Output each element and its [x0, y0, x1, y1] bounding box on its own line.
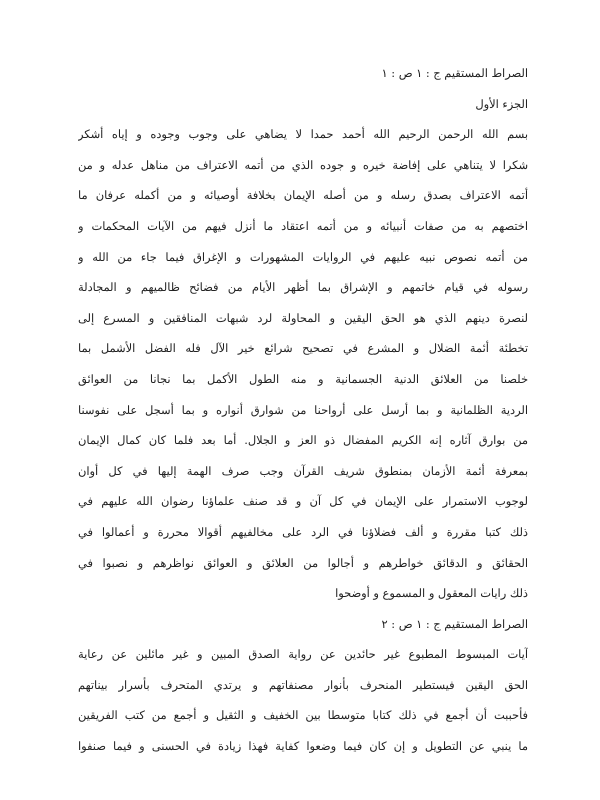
- text-line: لوجوب الاستمرار على الإيمان في كل آن و قد صنف علماؤنا رضوان الله عليهم في: [78, 494, 528, 509]
- text-line: الحق اليقين فيستطير المنحرف بأنوار مصنفاتهم و يرتدي المتحرف بأسرار بيناتهم: [78, 677, 528, 692]
- text-line: أتمه الاعتراف بصدق رسله و من أصله الإيمان بخلافة أوصيائه و من أكمله عرفان ما: [78, 188, 528, 203]
- page-header: الصراط المستقيم ج : ١ ص : ١: [381, 66, 528, 80]
- text-line: الردية الظلمانية و بما أرسل على أرواحنا من شوارق أنواره و بما أسجل على نفوسنا: [78, 402, 528, 417]
- text-line: من أتمه نصوص نبيه عليهم في الروايات المشهورات و الإغراق فيما جاء من الله و: [78, 249, 528, 264]
- text-line: لنصرة دينهم الذي هو الحق اليقين و المحاولة لرد شبهات المنافقين و المسرع إلى: [78, 310, 528, 325]
- page-header: الصراط المستقيم ج : ١ ص : ٢: [381, 616, 528, 631]
- text-line: خلصنا من العلائق الدنية الجسمانية و منه الطول الأكمل بما نجانا من العوائق: [78, 371, 528, 386]
- text-line: ذلك رايات المعقول و المسموع و أوضحوا: [335, 586, 528, 601]
- text-line: فأحببت أن أجمع في ذلك كتابا متوسطا بين الخفيف و الثقيل و أجمع من كتب الفريقين: [78, 708, 528, 723]
- part-heading: الجزء الأول: [475, 96, 528, 111]
- text-line: آيات المبسوط المطبوع غير حائدين عن رواية الصدق المبين و غير مائلين عن رعاية: [78, 647, 528, 662]
- text-line: بسم الله الرحمن الرحيم الله أحمد حمدا لا يضاهي على وجوب وجوده و إياه أشكر: [78, 127, 528, 142]
- text-line: شكرا لا يتناهي على إفاضة خيره و جوده الذي من أتمه الاعتراف من مناهل عدله و من: [78, 157, 528, 172]
- document-page: [78, 58, 528, 762]
- text-line: رسوله في قيام خاتمهم و الإشراق بما أظهر الأيام من فضائح ظالميهم و المجادلة: [78, 280, 528, 295]
- text-line: ذلك كتبا مقررة و ألف فضلاؤنا في الرد على مخالفيهم أقوالا محررة و أعمالوا في: [78, 524, 528, 539]
- text-line: ما ينبي عن التطويل و إن كان فيما وضعوا كفاية فهذا زيادة في الحسنى و فيما صنفوا: [78, 739, 528, 754]
- text-line: الحقائق و الدقائق خواطرهم و أجالوا من العلائق و العوائق نواظرهم و نصبوا في: [78, 555, 528, 570]
- text-line: من بوارق آثاره إنه الكريم المفضال ذو العز و الجلال. أما بعد فلما كان كمال الإيمان: [78, 433, 528, 448]
- text-line: تخطئة أئمة الضلال و المشرع في تصحيح شرائع خير الآل فله الفضل الأشمل بما: [78, 341, 528, 356]
- text-line: بمعرفة أئمة الأزمان بمنطوق شريف القرآن وجب صرف الهمة إليها في كل أوان: [78, 463, 528, 478]
- text-line: اختصهم به من صفات أنبيائه و من أتمه اعتقاد ما أنزل فيهم من الآيات المحكمات و: [78, 218, 528, 233]
